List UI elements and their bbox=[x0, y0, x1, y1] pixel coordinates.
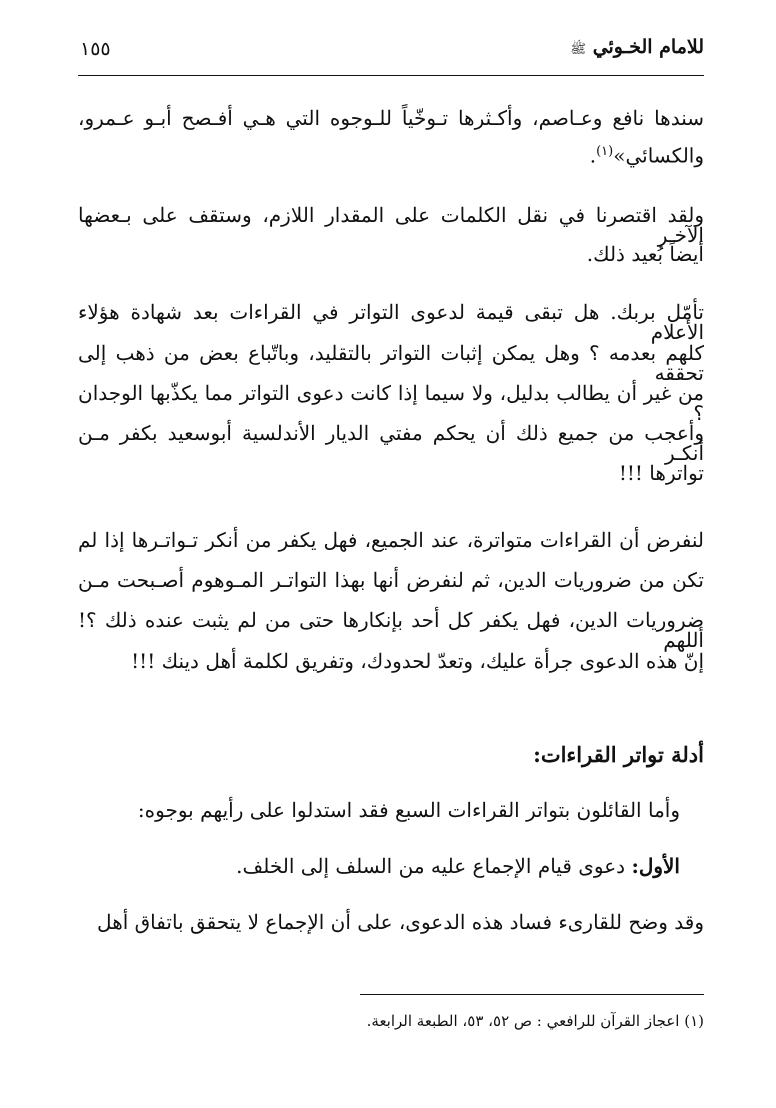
text-line: ضروريات الدين، فهل يكفر كل أحد بإنكارها حتى من لم يثبت عنده ذلك ؟! أللهم bbox=[78, 608, 704, 652]
footnote-text: (١) اعجاز القرآن للرافعي : ص ٥٢، ٥٣، الطبعة الرابعة. bbox=[366, 1012, 704, 1030]
text-line: تأمّل بربك. هل تبقى قيمة لدعوى التواتر في القراءات بعد شهادة هؤلاء الأعلام bbox=[78, 300, 704, 344]
text-line: إنّ هذه الدعوى جرأة عليك، وتعدّ لحدودك، وتفريق لكلمة أهل دينك !!! bbox=[131, 649, 704, 673]
text-line: وأعجب من جميع ذلك أن يحكم مفتي الديار الأندلسية أبوسعيد بكفر مـن أنكـر bbox=[78, 421, 704, 465]
text-line bbox=[236, 856, 680, 876]
section-heading: أدلة تواتر القراءات: bbox=[533, 742, 704, 767]
text-line: أيضاً بُعيد ذلك. bbox=[586, 242, 704, 266]
header-rule bbox=[78, 75, 704, 76]
text-line: ولقد اقتصرنا في نقل الكلمات على المقدار اللازم، وستقف على بـعضها الآخـر bbox=[78, 203, 704, 247]
text-line: والكسائي»$^{(١)}$. bbox=[589, 143, 704, 168]
running-header-title bbox=[570, 36, 704, 60]
text-line: سندها نافع وعـاصم، وأكـثرها تـوخّياً للـوجوه التي هـي أفـصح أبـو عـمرو، bbox=[78, 106, 704, 130]
text-line-content: دعوى قيام الإجماع عليه من السلف إلى الخلف. bbox=[236, 854, 632, 878]
header-title-text: للامام الخـوئي bbox=[592, 36, 704, 58]
honorific-symbol: ﷺ bbox=[570, 42, 587, 57]
text-line-content: والكسائي» bbox=[613, 143, 704, 168]
footnote-rule bbox=[360, 994, 704, 995]
text-line: تواترها !!! bbox=[618, 461, 704, 485]
text-line: تكن من ضروريات الدين، ثم لنفرض أنها بهذا التواتـر المـوهوم أصـبحت مـن bbox=[78, 568, 704, 592]
text-line: كلهم بعدمه ؟ وهل يمكن إثبات التواتر بالتقليد، وباتّباع بعض من ذهب إلى تحققه bbox=[78, 341, 704, 385]
text-line: لنفرض أن القراءات متواترة، عند الجميع، فهل يكفر من أنكر تـواتـرها إذا لم bbox=[78, 528, 704, 552]
footnote-reference: (١) bbox=[596, 144, 614, 159]
page-number: ١٥٥ bbox=[80, 38, 111, 60]
point-label: الأول: bbox=[631, 854, 680, 878]
text-line: وأما القائلون بتواتر القراءات السبع فقد استدلوا على رأيهم بوجوه: bbox=[137, 798, 680, 822]
text-line: وقد وضح للقارىء فساد هذه الدعوى، على أن الإجماع لا يتحقق باتفاق أهل bbox=[97, 910, 704, 934]
text-line: من غير أن يطالب بدليل، ولا سيما إذا كانت دعوى التواتر مما يكذّبها الوجدان ؟ bbox=[78, 381, 704, 425]
